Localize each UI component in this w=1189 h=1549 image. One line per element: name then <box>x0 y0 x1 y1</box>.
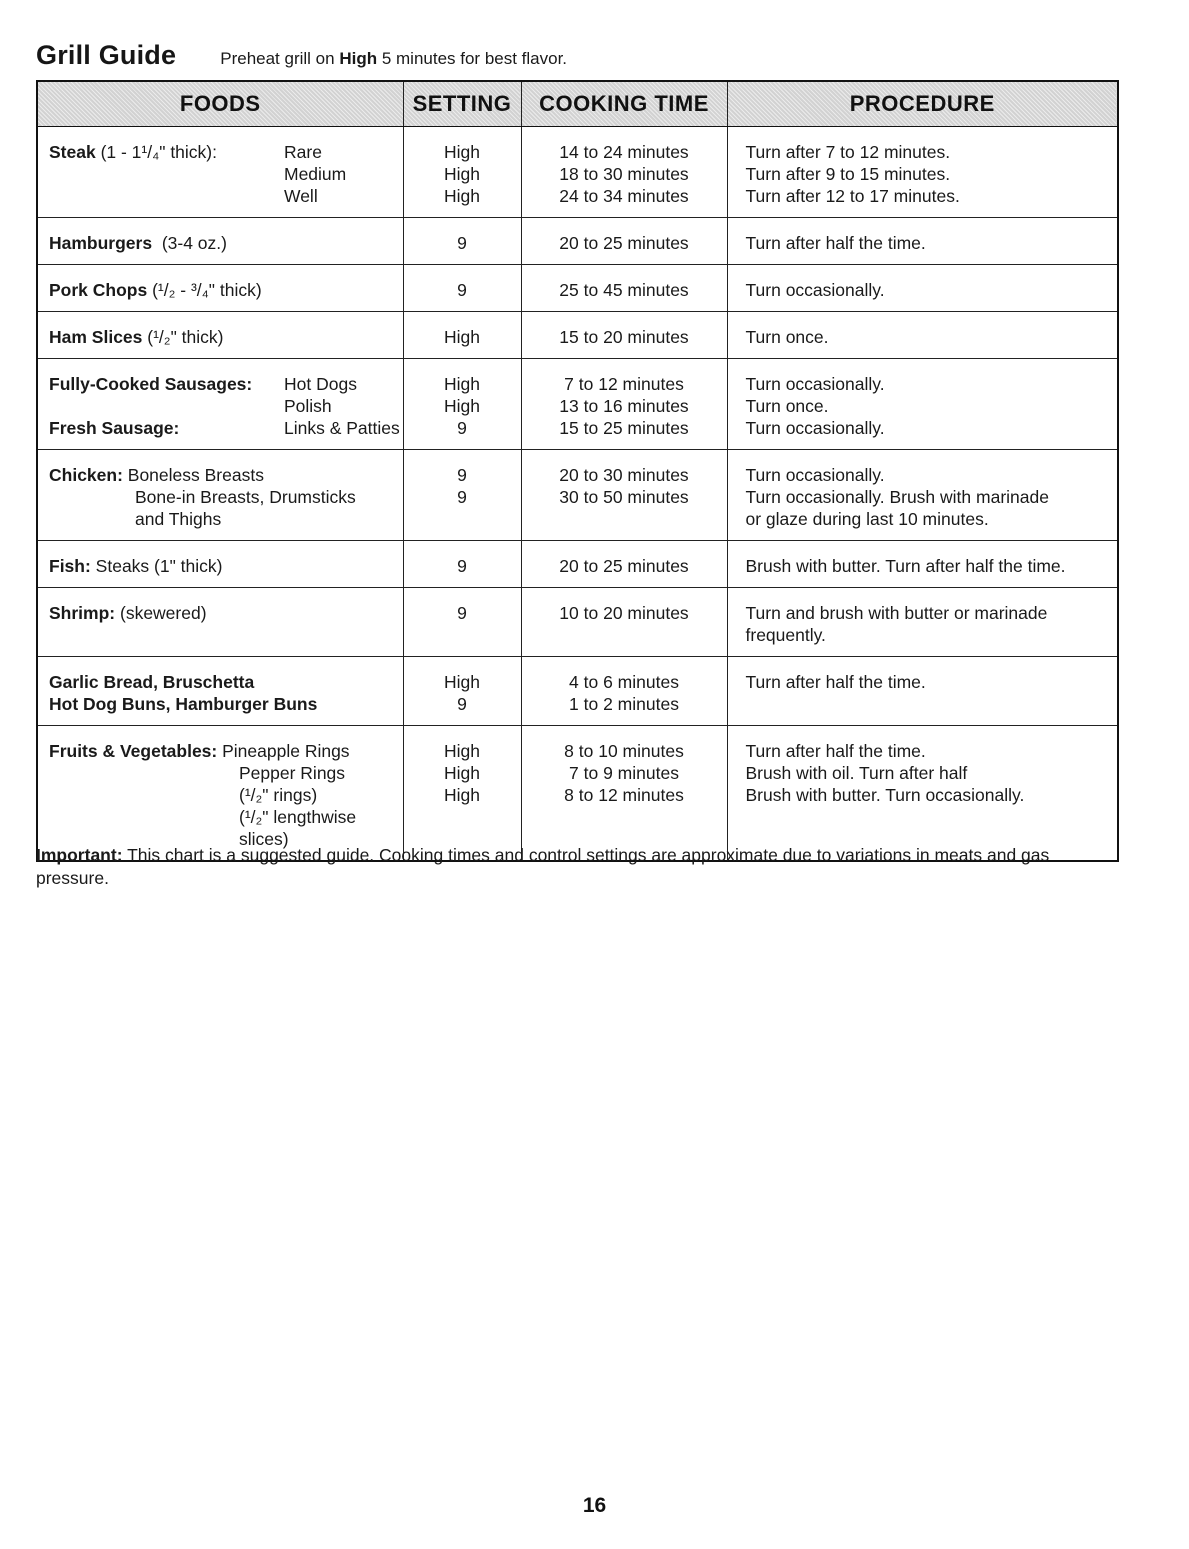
cooking-time-cell <box>521 588 727 657</box>
preheat-note <box>220 49 567 69</box>
food-doneness: Links & Patties <box>284 418 400 438</box>
food-line <box>49 740 403 762</box>
cooking-time-cell <box>521 726 727 862</box>
food-line <box>49 232 403 254</box>
procedure-value: Turn after 7 to 12 minutes. <box>745 142 951 162</box>
procedure-cell <box>727 127 1118 218</box>
food-label <box>49 806 356 828</box>
food-label <box>49 373 284 395</box>
cooking-time-value: 30 to 50 minutes <box>559 487 689 507</box>
food-line <box>49 762 403 784</box>
procedure-cell <box>727 726 1118 862</box>
food-name: Fresh Sausage: <box>49 418 180 438</box>
table-row <box>37 450 1118 541</box>
food-line <box>49 417 403 439</box>
food-detail: Bone-in Breasts, Drumsticks <box>135 487 356 507</box>
setting-value: High <box>444 396 480 416</box>
food-label <box>49 141 284 163</box>
food-cell <box>37 726 403 862</box>
food-doneness: Hot Dogs <box>284 374 357 394</box>
setting-cell <box>403 312 521 359</box>
procedure-value: Turn after 12 to 17 minutes. <box>745 186 960 206</box>
food-name: Hamburgers <box>49 233 153 253</box>
food-label <box>49 508 221 530</box>
procedure-value: Turn occasionally. <box>745 418 885 438</box>
cooking-time-value: 20 to 25 minutes <box>559 233 689 253</box>
food-cell <box>37 265 403 312</box>
food-line <box>49 326 403 348</box>
table-row <box>37 218 1118 265</box>
food-label <box>49 693 317 715</box>
food-name: Fruits & Vegetables: <box>49 741 218 761</box>
setting-value: High <box>444 785 480 805</box>
food-label <box>49 163 284 185</box>
food-label <box>49 232 227 254</box>
procedure-value: Brush with oil. Turn after half <box>745 763 968 783</box>
procedure-value: or glaze during last 10 minutes. <box>745 509 989 529</box>
procedure-value: Turn after half the time. <box>745 672 926 692</box>
food-cell <box>37 127 403 218</box>
cooking-time-value: 8 to 10 minutes <box>564 741 684 761</box>
food-line <box>49 555 403 577</box>
food-detail: (¹/₂" lengthwise <box>239 807 357 827</box>
food-detail: (3-4 oz.) <box>152 233 227 253</box>
food-label <box>49 185 284 207</box>
cooking-time-cell <box>521 312 727 359</box>
cooking-time-value: 7 to 9 minutes <box>569 763 679 783</box>
preheat-note-post: 5 minutes for best flavor. <box>381 49 568 68</box>
food-label <box>49 740 350 762</box>
setting-value: 9 <box>457 556 467 576</box>
grill-guide-table <box>36 80 1119 862</box>
table-row <box>37 726 1118 862</box>
cooking-time-value: 25 to 45 minutes <box>559 280 689 300</box>
column-header-cooking-time: COOKING TIME <box>521 81 727 127</box>
cooking-time-cell <box>521 359 727 450</box>
procedure-cell <box>727 359 1118 450</box>
cooking-time-value: 20 to 30 minutes <box>559 465 689 485</box>
setting-value: High <box>444 672 480 692</box>
procedure-value: Turn once. <box>745 396 829 416</box>
procedure-value: Turn occasionally. <box>745 374 885 394</box>
setting-value: High <box>444 327 480 347</box>
food-label <box>49 784 317 806</box>
food-cell <box>37 450 403 541</box>
title-row <box>36 40 567 71</box>
food-label <box>49 671 254 693</box>
food-label <box>49 279 262 301</box>
cooking-time-value: 14 to 24 minutes <box>559 142 689 162</box>
important-note <box>36 844 1116 890</box>
procedure-value: Turn and brush with butter or marinade <box>745 603 1048 623</box>
food-label <box>49 395 284 417</box>
procedure-cell <box>727 541 1118 588</box>
procedure-cell <box>727 265 1118 312</box>
cooking-time-value: 1 to 2 minutes <box>569 694 679 714</box>
setting-value: 9 <box>457 233 467 253</box>
important-label: Important: <box>36 845 123 865</box>
table-body <box>37 127 1118 862</box>
food-detail: (¹/₂" thick) <box>142 327 224 347</box>
cooking-time-value: 15 to 25 minutes <box>559 418 689 438</box>
procedure-value: Turn occasionally. <box>745 465 885 485</box>
food-label <box>49 326 223 348</box>
important-text: This chart is a suggested guide. Cooking times and control settings are approximate due to variations in meats and gas pressure. <box>36 845 1050 888</box>
food-cell <box>37 541 403 588</box>
cooking-time-cell <box>521 265 727 312</box>
food-detail: Steaks (1" thick) <box>90 556 223 576</box>
food-line <box>49 602 403 624</box>
column-header-procedure: PROCEDURE <box>727 81 1118 127</box>
setting-value: 9 <box>457 280 467 300</box>
food-name: Fish: <box>49 556 91 576</box>
setting-value: High <box>444 763 480 783</box>
food-name: Steak <box>49 142 96 162</box>
cooking-time-cell <box>521 450 727 541</box>
food-name: Fully-Cooked Sausages: <box>49 374 253 394</box>
food-detail: (¹/₂" rings) <box>239 785 318 805</box>
food-detail: slices) <box>239 829 289 849</box>
procedure-value: Turn after half the time. <box>745 741 926 761</box>
cooking-time-cell <box>521 127 727 218</box>
food-name: Shrimp: <box>49 603 116 623</box>
setting-cell <box>403 726 521 862</box>
food-label <box>49 602 207 624</box>
table-row <box>37 588 1118 657</box>
cooking-time-value: 15 to 20 minutes <box>559 327 689 347</box>
setting-value: High <box>444 374 480 394</box>
cooking-time-value: 7 to 12 minutes <box>564 374 684 394</box>
food-detail: (skewered) <box>115 603 207 623</box>
food-doneness: Medium <box>284 164 347 184</box>
page-title: Grill Guide <box>36 40 177 70</box>
food-cell <box>37 312 403 359</box>
food-label <box>49 762 345 784</box>
table-row <box>37 657 1118 726</box>
cooking-time-value: 24 to 34 minutes <box>559 186 689 206</box>
cooking-time-value: 8 to 12 minutes <box>564 785 684 805</box>
setting-value: 9 <box>457 418 467 438</box>
setting-value: 9 <box>457 487 467 507</box>
table-row <box>37 127 1118 218</box>
cooking-time-cell <box>521 657 727 726</box>
food-doneness: Polish <box>284 396 332 416</box>
cooking-time-cell <box>521 541 727 588</box>
food-detail: Boneless Breasts <box>122 465 264 485</box>
food-line <box>49 373 403 395</box>
food-name: Ham Slices <box>49 327 143 347</box>
setting-value: High <box>444 186 480 206</box>
food-label <box>49 464 264 486</box>
food-label <box>49 486 356 508</box>
food-label <box>49 417 284 439</box>
procedure-value: Turn once. <box>745 327 829 347</box>
table-row <box>37 541 1118 588</box>
table-header-row <box>37 81 1118 127</box>
cooking-time-cell <box>521 218 727 265</box>
procedure-cell <box>727 657 1118 726</box>
food-cell <box>37 218 403 265</box>
food-cell <box>37 359 403 450</box>
food-line <box>49 464 403 486</box>
food-line <box>49 185 403 207</box>
food-line <box>49 693 403 715</box>
table-row <box>37 359 1118 450</box>
food-name: Garlic Bread, Bruschetta <box>49 672 255 692</box>
setting-cell <box>403 359 521 450</box>
food-name: Chicken: <box>49 465 123 485</box>
food-detail: (1 - 1¹/₄" thick): <box>95 142 217 162</box>
food-line <box>49 486 403 508</box>
food-name: Hot Dog Buns, Hamburger Buns <box>49 694 318 714</box>
procedure-value: Turn occasionally. Brush with marinade <box>745 487 1049 507</box>
cooking-time-value: 20 to 25 minutes <box>559 556 689 576</box>
setting-value: High <box>444 741 480 761</box>
cooking-time-value: 18 to 30 minutes <box>559 164 689 184</box>
setting-cell <box>403 127 521 218</box>
preheat-note-bold: High <box>339 49 378 68</box>
setting-cell <box>403 450 521 541</box>
setting-value: 9 <box>457 465 467 485</box>
preheat-note-pre: Preheat grill on <box>220 49 335 68</box>
column-header-foods: FOODS <box>37 81 403 127</box>
setting-value: High <box>444 142 480 162</box>
cooking-time-value: 13 to 16 minutes <box>559 396 689 416</box>
setting-cell <box>403 265 521 312</box>
food-detail: Pepper Rings <box>239 763 346 783</box>
food-detail: and Thighs <box>135 509 222 529</box>
food-doneness: Rare <box>284 142 322 162</box>
column-header-setting: SETTING <box>403 81 521 127</box>
procedure-value: Turn after half the time. <box>745 233 926 253</box>
food-line <box>49 163 403 185</box>
food-doneness: Well <box>284 186 318 206</box>
table-row <box>37 312 1118 359</box>
setting-value: 9 <box>457 603 467 623</box>
procedure-cell <box>727 218 1118 265</box>
procedure-value: Turn occasionally. <box>745 280 885 300</box>
setting-value: 9 <box>457 694 467 714</box>
food-line <box>49 784 403 806</box>
food-line <box>49 508 403 530</box>
procedure-cell <box>727 450 1118 541</box>
setting-cell <box>403 657 521 726</box>
food-detail: Pineapple Rings <box>217 741 350 761</box>
food-line <box>49 279 403 301</box>
procedure-value: frequently. <box>745 625 826 645</box>
setting-cell <box>403 588 521 657</box>
setting-value: High <box>444 164 480 184</box>
procedure-cell <box>727 588 1118 657</box>
food-cell <box>37 657 403 726</box>
setting-cell <box>403 541 521 588</box>
food-name: Pork Chops <box>49 280 148 300</box>
procedure-cell <box>727 312 1118 359</box>
food-cell <box>37 588 403 657</box>
procedure-value: Brush with butter. Turn occasionally. <box>745 785 1025 805</box>
cooking-time-value: 10 to 20 minutes <box>559 603 689 623</box>
food-line <box>49 806 403 828</box>
procedure-value: Brush with butter. Turn after half the time. <box>745 556 1066 576</box>
food-label <box>49 555 222 577</box>
food-line <box>49 141 403 163</box>
food-detail: (¹/₂ - ³/₄" thick) <box>147 280 262 300</box>
page-number: 16 <box>582 1494 607 1517</box>
procedure-value: Turn after 9 to 15 minutes. <box>745 164 951 184</box>
food-line <box>49 395 403 417</box>
setting-cell <box>403 218 521 265</box>
food-line <box>49 671 403 693</box>
cooking-time-value: 4 to 6 minutes <box>569 672 679 692</box>
table-row <box>37 265 1118 312</box>
